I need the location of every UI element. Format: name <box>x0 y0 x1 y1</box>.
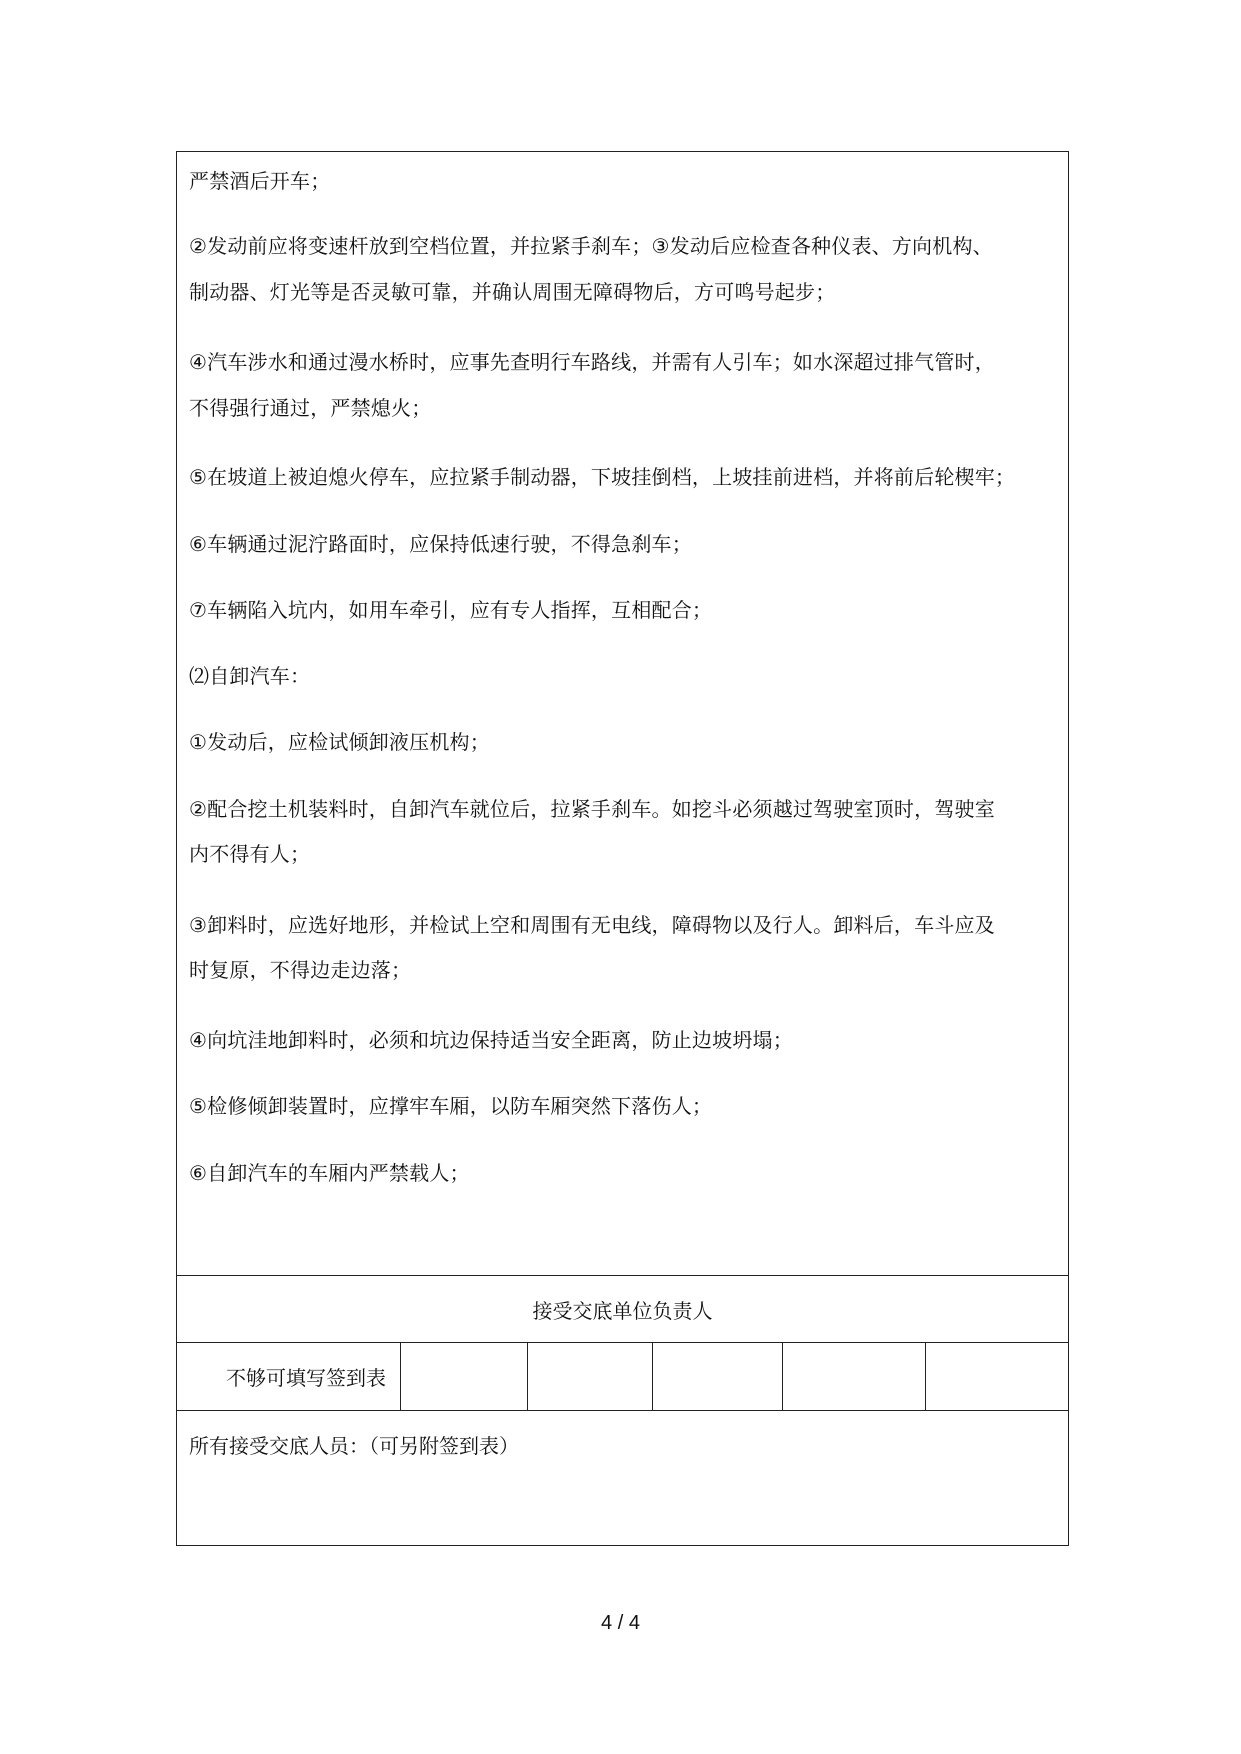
signature-cell[interactable] <box>783 1343 926 1410</box>
responsible-person-row <box>177 1276 1068 1343</box>
page-number: 4 / 4 <box>601 1612 640 1634</box>
text-line: ③卸料时，应选好地形，并检试上空和周围有无电线，障碍物以及行人。卸料后，车斗应及 <box>189 913 995 937</box>
text-line: ⑥车辆通过泥泞路面时，应保持低速行驶，不得急刹车； <box>189 532 692 556</box>
text-line: ⑤检修倾卸装置时，应撑牢车厢，以防车厢突然下落伤人； <box>189 1094 713 1118</box>
signature-cell[interactable] <box>653 1343 783 1410</box>
text-line: ②发动前应将变速杆放到空档位置，并拉紧手刹车；③发动后应检查各种仪表、方向机构、 <box>189 234 993 258</box>
content-cell <box>177 152 1068 1276</box>
signature-cell[interactable] <box>926 1343 1068 1410</box>
signature-cell[interactable] <box>528 1343 653 1410</box>
text-line: ①发动后，应检试倾卸液压机构； <box>189 730 490 754</box>
responsible-person-label: 接受交底单位负责人 <box>532 1298 713 1323</box>
attendees-label: 所有接受交底人员：（可另附签到表） <box>189 1434 519 1458</box>
text-line: ②配合挖土机装料时，自卸汽车就位后，拉紧手刹车。如挖斗必须越过驾驶室顶时，驾驶室 <box>189 797 995 821</box>
text-line: ④向坑洼地卸料时，必须和坑边保持适当安全距离，防止边坡坍塌； <box>189 1028 793 1052</box>
text-line: 制动器、灯光等是否灵敏可靠，并确认周围无障碍物后，方可鸣号起步； <box>189 280 836 304</box>
signature-row <box>177 1343 1068 1411</box>
text-line: ④汽车涉水和通过漫水桥时，应事先查明行车路线，并需有人引车；如水深超过排气管时， <box>189 350 995 374</box>
text-line: ⑦车辆陷入坑内，如用车牵引，应有专人指挥，互相配合； <box>189 598 713 622</box>
text-line: 内不得有人； <box>189 842 311 866</box>
signature-cell[interactable] <box>401 1343 528 1410</box>
text-line: 不得强行通过，严禁熄火； <box>189 396 432 420</box>
text-line: ⑥自卸汽车的车厢内严禁载人； <box>189 1161 470 1185</box>
text-line: ⑤在坡道上被迫熄火停车，应拉紧手制动器，下坡挂倒档，上坡挂前进档，并将前后轮楔牢； <box>189 465 1016 489</box>
text-line: 严禁酒后开车； <box>189 169 331 193</box>
disclosure-table <box>176 151 1069 1546</box>
text-line: 时复原，不得边走边落； <box>189 958 412 982</box>
signature-label-cell <box>177 1343 401 1410</box>
signature-label: 不够可填写签到表 <box>226 1366 386 1390</box>
text-line: ⑵自卸汽车： <box>189 664 311 688</box>
